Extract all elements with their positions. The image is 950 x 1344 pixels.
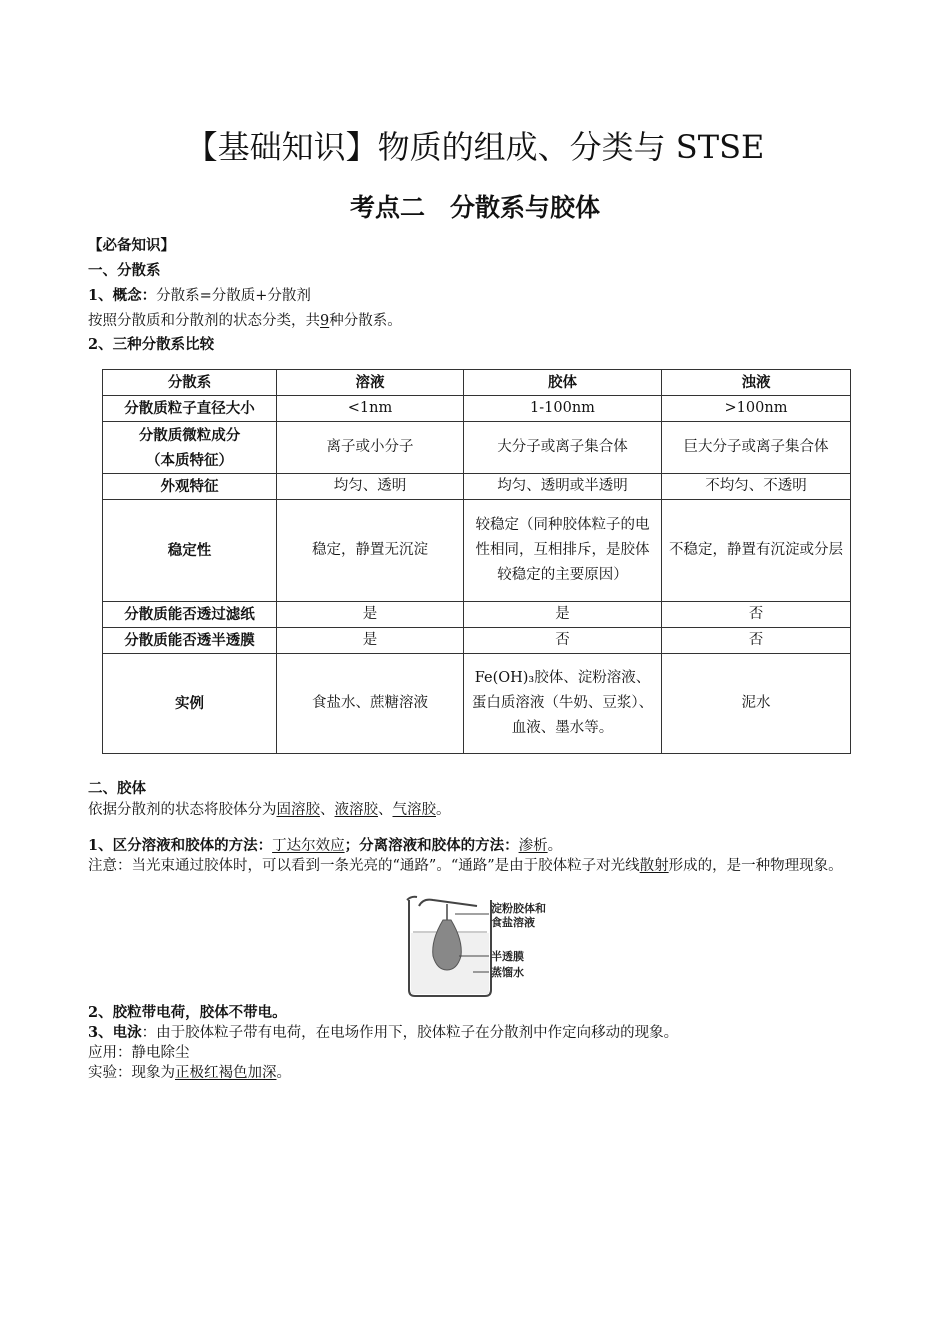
section-required-knowledge: 【必备知识】 [88,237,175,254]
experiment-line [88,1063,291,1083]
table-cell: 均匀、透明 [277,474,464,500]
table-cell: 大分子或离子集合体 [464,422,662,474]
table-cell: 不稳定，静置有沉淀或分层 [662,500,851,602]
item3-text: ：由于胶体粒子带有电荷，在电场作用下，胶体粒子在分散剂中作定向移动的现象。 [141,1025,679,1041]
item3-line [88,1023,678,1043]
table-cell: 不均匀、不透明 [662,474,851,500]
glass-rod [419,900,477,906]
heading-colloid: 二、胶体 [88,780,146,797]
table-row-label: 实例 [103,654,277,754]
table-row-label: 分散质能否透半透膜 [103,628,277,654]
liquid-sol: 液溶胶 [334,802,378,818]
table-row-label: 外观特征 [103,474,277,500]
page-title: 【基础知识】物质的组成、分类与 STSE [185,128,765,166]
table-header: 胶体 [464,370,662,396]
concept-text: 分散系=分散质+分散剂 [156,288,311,304]
table-cell: <1nm [277,396,464,422]
compare-heading: 2、三种分散系比较 [88,336,215,353]
table-header: 溶液 [277,370,464,396]
table-row [103,422,851,474]
table-row-label: 分散质能否透过滤纸 [103,602,277,628]
separator: 、 [378,802,393,818]
table-cell: 否 [662,628,851,654]
table-cell: Fe(OH)₃胶体、淀粉溶液、蛋白质溶液（牛奶、豆浆）、血液、墨水等。 [464,654,662,754]
page-subtitle: 考点二 分散系与胶体 [349,193,600,222]
table-cell: 巨大分子或离子集合体 [662,422,851,474]
table-cell: 均匀、透明或半透明 [464,474,662,500]
dialysis-beaker-figure [403,892,553,1000]
table-cell: 否 [464,628,662,654]
item3-label: 3、电泳 [88,1024,142,1041]
table-cell: 食盐水、蔗糖溶液 [277,654,464,754]
table-cell: 1-100nm [464,396,662,422]
experiment-label: 实验： [88,1065,132,1081]
table-cell: 是 [277,602,464,628]
table-header-row [103,370,851,396]
colloid-classify-line [88,800,451,820]
concept-label: 1、概念： [88,287,157,304]
scattering: 散射 [639,858,669,874]
comparison-table [102,369,851,754]
table-cell: >100nm [662,396,851,422]
classify-post: 种分散系。 [329,313,402,329]
table-row-label [103,422,277,474]
table-header: 浊液 [662,370,851,396]
period: 。 [436,802,451,818]
table-row [103,474,851,500]
table-row [103,500,851,602]
table-cell: 离子或小分子 [277,422,464,474]
row-label-line-b: （本质特征） [146,451,233,469]
tyndall-note [88,857,868,875]
solid-sol: 固溶胶 [276,802,320,818]
row-label-line-a: 分散质微粒成分 [138,426,241,444]
table-row-label: 分散质粒子直径大小 [103,396,277,422]
label-starch-colloid: 淀粉胶体和 [491,902,546,915]
table-cell: 泥水 [662,654,851,754]
tyndall-effect: 丁达尔效应 [272,838,345,854]
table-cell: 是 [277,628,464,654]
classify-line [88,311,402,331]
classify-pre: 按照分散质和分散剂的状态分类，共 [88,313,320,329]
colloid-classify-pre: 依据分散剂的状态将胶体分为 [88,802,277,818]
membrane-bag [433,920,462,970]
table-row [103,628,851,654]
heading-dispersion-system: 一、分散系 [88,262,161,279]
dialysis: 渗析 [518,838,548,854]
label-distilled-water: 蒸馏水 [491,966,524,979]
table-cell: 较稳定（同种胶体粒子的电性相同，互相排斥，是胶体较稳定的主要原因） [464,500,662,602]
application-label: 应用： [88,1045,132,1061]
concept-line [88,286,311,306]
beaker-lip [407,897,417,900]
table-cell: 稳定，静置无沉淀 [277,500,464,602]
item2-line: 2、胶粒带电荷，胶体不带电。 [88,1004,287,1021]
table-row [103,602,851,628]
table-cell: 否 [662,602,851,628]
period: 。 [547,838,563,854]
period: 。 [276,1065,291,1081]
application-line [88,1043,190,1063]
note-pre: 注意：当光束通过胶体时，可以看到一条光亮的“通路”。“通路”是由于胶体粒子对光线 [88,858,640,874]
label-salt-solution: 食盐溶液 [491,916,535,929]
item1-line [88,836,562,856]
label-membrane: 半透膜 [491,950,524,963]
table-row-label: 稳定性 [103,500,277,602]
table-row [103,654,851,754]
separator: 、 [320,802,335,818]
experiment-result: 正极红褐色加深 [175,1065,277,1081]
gas-sol: 气溶胶 [392,802,436,818]
item1-mid: ；分离溶液和胶体的方法： [344,837,519,854]
table-row [103,396,851,422]
note-post: 形成的，是一种物理现象。 [668,858,843,874]
application-text: 静电除尘 [131,1045,190,1061]
experiment-pre: 现象为 [131,1065,175,1081]
classify-num: 9 [320,313,330,329]
table-cell: 是 [464,602,662,628]
table-header: 分散系 [103,370,277,396]
item1-label: 1、区分溶液和胶体的方法： [88,837,273,854]
